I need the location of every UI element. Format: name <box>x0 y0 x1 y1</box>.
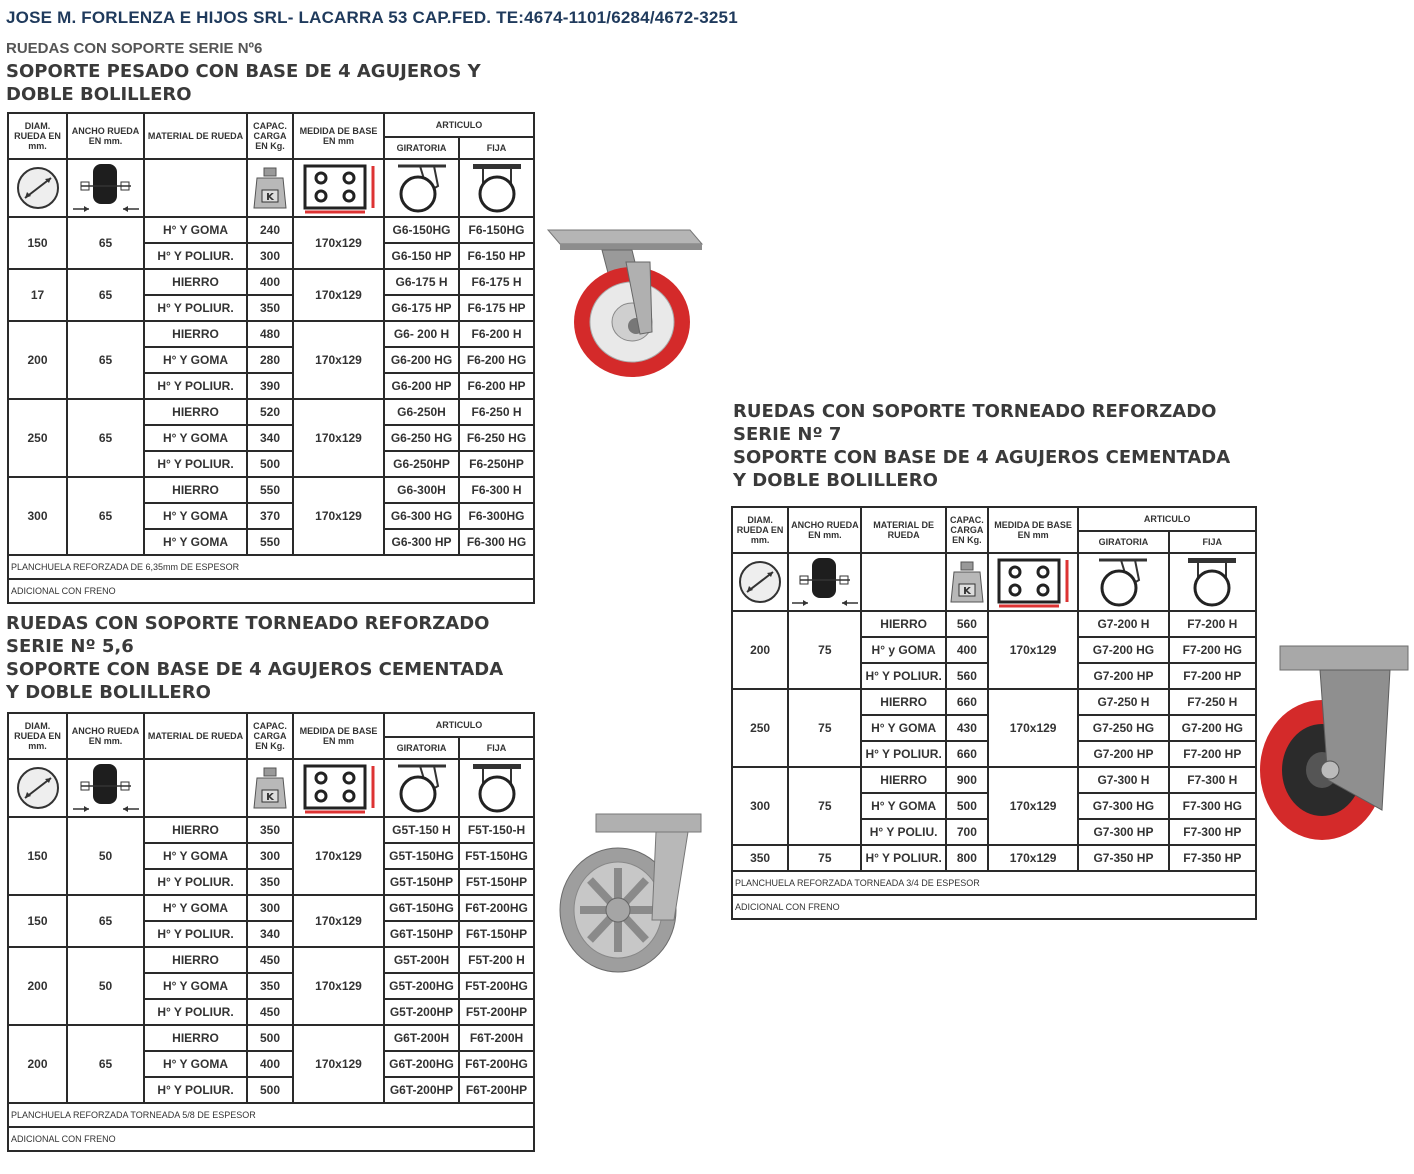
material-value: H° Y POLIUR. <box>144 921 247 947</box>
capacity-value: 280 <box>247 347 293 373</box>
width-value: 75 <box>788 845 861 871</box>
base-size-value: 170x129 <box>988 689 1078 767</box>
swivel-article-code: G7-350 HP <box>1078 845 1168 871</box>
material-value: H° Y POLIUR. <box>144 451 247 477</box>
swivel-article-code: G7-200 HG <box>1078 637 1168 663</box>
header-giratoria: GIRATORIA <box>384 137 459 159</box>
material-value: H° Y POLIUR. <box>144 1077 247 1103</box>
base-size-value: 170x129 <box>293 947 384 1025</box>
fixed-caster-icon-cell <box>459 159 534 217</box>
fixed-article-code: F5T-200HG <box>459 973 534 999</box>
swivel-article-code: G6- 200 H <box>384 321 459 347</box>
header-fija: FIJA <box>459 737 534 759</box>
weight-icon <box>248 164 292 212</box>
svg-text:K: K <box>962 586 971 597</box>
fixed-article-code: F6-300 H <box>459 477 534 503</box>
material-value: H° Y GOMA <box>144 217 247 243</box>
header-articulo: ARTICULO <box>384 113 534 137</box>
table-row <box>732 767 1256 793</box>
diameter-icon <box>733 559 787 605</box>
swivel-article-code: G6T-150HG <box>384 895 459 921</box>
base-size-value: 170x129 <box>293 399 384 477</box>
material-value: HIERRO <box>144 321 247 347</box>
swivel-article-code: G7-300 HG <box>1078 793 1168 819</box>
header-articulo: ARTICULO <box>384 713 534 737</box>
note-row <box>8 1103 534 1127</box>
fixed-article-code: F6-250HP <box>459 451 534 477</box>
diameter-icon <box>9 165 66 211</box>
table-row <box>8 269 534 295</box>
capacity-value: 350 <box>247 295 293 321</box>
capacity-value: 450 <box>247 947 293 973</box>
swivel-article-code: G6T-200H <box>384 1025 459 1051</box>
table-row <box>732 611 1256 637</box>
base-size-value: 170x129 <box>988 611 1078 689</box>
width-value: 65 <box>67 269 144 321</box>
note-row <box>8 579 534 603</box>
note-row <box>732 895 1256 919</box>
base-plate-icon <box>294 162 383 214</box>
diameter-value: 150 <box>8 895 67 947</box>
diameter-value: 17 <box>8 269 67 321</box>
swivel-article-code: G6-200 HG <box>384 347 459 373</box>
diameter-value: 200 <box>8 321 67 399</box>
diameter-value: 300 <box>732 767 788 845</box>
material-value: H° Y GOMA <box>144 529 247 555</box>
capacity-value: 340 <box>247 921 293 947</box>
header-giratoria: GIRATORIA <box>384 737 459 759</box>
material-value: HIERRO <box>861 767 945 793</box>
heading-line: SOPORTE CON BASE DE 4 AGUJEROS CEMENTADA <box>6 659 504 680</box>
base-size-value: 170x129 <box>293 321 384 399</box>
base-size-value: 170x129 <box>293 895 384 947</box>
fixed-article-code: G7-200 HG <box>1169 715 1256 741</box>
material-value: H° Y GOMA <box>144 347 247 373</box>
swivel-article-code: G6-150HG <box>384 217 459 243</box>
header-giratoria: GIRATORIA <box>1078 531 1168 553</box>
weight-icon-cell <box>946 553 988 611</box>
width-value: 65 <box>67 399 144 477</box>
fixed-article-code: F6T-200H <box>459 1025 534 1051</box>
material-value: HIERRO <box>144 817 247 843</box>
swivel-article-code: G7-300 H <box>1078 767 1168 793</box>
swivel-article-code: G7-200 HP <box>1078 663 1168 689</box>
material-value: H° Y GOMA <box>144 1051 247 1077</box>
fixed-article-code: F6T-200HG <box>459 1051 534 1077</box>
capacity-value: 800 <box>946 845 988 871</box>
fixed-article-code: F7-200 HP <box>1169 663 1256 689</box>
swivel-article-code: G6-175 HP <box>384 295 459 321</box>
fixed-caster-icon <box>460 762 533 814</box>
base-size-value: 170x129 <box>293 817 384 895</box>
fixed-article-code: F6-175 HP <box>459 295 534 321</box>
swivel-article-code: G6T-200HP <box>384 1077 459 1103</box>
fixed-article-code: F6-175 H <box>459 269 534 295</box>
capacity-value: 400 <box>247 1051 293 1077</box>
fixed-article-code: F7-200 HG <box>1169 637 1256 663</box>
capacity-value: 300 <box>247 895 293 921</box>
wheel-width-icon <box>68 162 143 214</box>
swivel-article-code: G7-250 H <box>1078 689 1168 715</box>
fixed-article-code: F7-350 HP <box>1169 845 1256 871</box>
diameter-icon-cell <box>8 159 67 217</box>
material-value: HIERRO <box>144 947 247 973</box>
capacity-value: 450 <box>247 999 293 1025</box>
material-value: H° Y GOMA <box>861 793 945 819</box>
header-diam: DIAM. RUEDA EN mm. <box>8 713 67 759</box>
base-plate-icon <box>989 556 1077 608</box>
material-value: HIERRO <box>861 689 945 715</box>
width-value: 65 <box>67 321 144 399</box>
heading-line: SERIE Nº 7 <box>733 424 842 445</box>
table-row <box>8 1025 534 1051</box>
note-row <box>732 871 1256 895</box>
capacity-value: 400 <box>946 637 988 663</box>
base-size-value: 170x129 <box>293 1025 384 1103</box>
capacity-value: 560 <box>946 663 988 689</box>
diameter-value: 150 <box>8 817 67 895</box>
width-value: 65 <box>67 1025 144 1103</box>
wheel-width-icon-cell <box>788 553 861 611</box>
material-value: H° Y GOMA <box>144 843 247 869</box>
material-value: H° Y POLIUR. <box>144 999 247 1025</box>
fixed-article-code: F6-150 HP <box>459 243 534 269</box>
capacity-value: 370 <box>247 503 293 529</box>
capacity-value: 430 <box>946 715 988 741</box>
fixed-article-code: F5T-150HG <box>459 843 534 869</box>
diameter-value: 250 <box>732 689 788 767</box>
fixed-article-code: F6-200 HP <box>459 373 534 399</box>
capacity-value: 660 <box>946 689 988 715</box>
material-value: H° Y POLIUR. <box>144 243 247 269</box>
material-value: H° Y POLIUR. <box>861 845 945 871</box>
empty-icon-cell <box>861 553 945 611</box>
fixed-article-code: F6-150HG <box>459 217 534 243</box>
material-value: H° Y GOMA <box>144 503 247 529</box>
swivel-caster-icon-cell <box>1078 553 1168 611</box>
capacity-value: 350 <box>247 973 293 999</box>
fixed-article-code: F7-300 HP <box>1169 819 1256 845</box>
diameter-value: 150 <box>8 217 67 269</box>
material-value: H° Y GOMA <box>144 895 247 921</box>
swivel-caster-icon-cell <box>384 159 459 217</box>
capacity-value: 560 <box>946 611 988 637</box>
capacity-value: 350 <box>247 869 293 895</box>
section-heading-series-5-6 <box>6 612 503 704</box>
svg-text:K: K <box>266 792 274 803</box>
material-value: H° y GOMA <box>861 637 945 663</box>
capacity-value: 340 <box>247 425 293 451</box>
base-size-value: 170x129 <box>293 477 384 555</box>
fixed-article-code: F5T-200 H <box>459 947 534 973</box>
plate-thickness-note: PLANCHUELA REFORZADA TORNEADA 3/4 DE ESPESOR <box>732 871 1256 895</box>
swivel-article-code: G5T-150HP <box>384 869 459 895</box>
weight-icon <box>248 764 292 812</box>
header-row <box>8 113 534 137</box>
fixed-article-code: F6-200 H <box>459 321 534 347</box>
swivel-caster-red-photo <box>540 222 710 382</box>
section-heading-series-7 <box>733 400 1230 492</box>
material-value: HIERRO <box>144 477 247 503</box>
fixed-article-code: F5T-150HP <box>459 869 534 895</box>
spec-table-series-5-6 <box>7 712 535 1152</box>
swivel-article-code: G6-250HP <box>384 451 459 477</box>
icon-row <box>8 759 534 817</box>
heading-line: Y DOBLE BOLILLERO <box>733 470 938 491</box>
swivel-caster-icon <box>385 762 458 814</box>
table-row <box>8 217 534 243</box>
capacity-value: 240 <box>247 217 293 243</box>
swivel-caster-icon-cell <box>384 759 459 817</box>
fixed-article-code: F7-200 HP <box>1169 741 1256 767</box>
material-value: HIERRO <box>144 399 247 425</box>
width-value: 65 <box>67 477 144 555</box>
width-value: 50 <box>67 817 144 895</box>
capacity-value: 900 <box>946 767 988 793</box>
capacity-value: 390 <box>247 373 293 399</box>
swivel-article-code: G7-250 HG <box>1078 715 1168 741</box>
wheel-width-icon <box>789 556 860 608</box>
material-value: H° Y POLIU. <box>861 819 945 845</box>
fixed-article-code: F7-200 H <box>1169 611 1256 637</box>
swivel-article-code: G6-150 HP <box>384 243 459 269</box>
heading-line: DOBLE BOLILLERO <box>6 84 192 105</box>
width-value: 65 <box>67 217 144 269</box>
swivel-article-code: G7-300 HP <box>1078 819 1168 845</box>
fixed-article-code: F5T-200HP <box>459 999 534 1025</box>
width-value: 75 <box>788 611 861 689</box>
diameter-icon-cell <box>8 759 67 817</box>
header-diam: DIAM. RUEDA EN mm. <box>8 113 67 159</box>
fixed-article-code: F7-250 H <box>1169 689 1256 715</box>
swivel-article-code: G5T-200HP <box>384 999 459 1025</box>
heading-line: RUEDAS CON SOPORTE TORNEADO REFORZADO <box>6 613 490 634</box>
diameter-value: 200 <box>8 1025 67 1103</box>
diameter-icon <box>9 765 66 811</box>
material-value: H° Y GOMA <box>144 973 247 999</box>
header-fija: FIJA <box>459 137 534 159</box>
header-material: MATERIAL DE RUEDA <box>861 507 945 553</box>
fixed-caster-red-photo <box>1258 640 1414 845</box>
header-diam: DIAM. RUEDA EN mm. <box>732 507 788 553</box>
weight-icon <box>947 558 987 606</box>
swivel-article-code: G7-200 HP <box>1078 741 1168 767</box>
heading-line: SOPORTE CON BASE DE 4 AGUJEROS CEMENTADA <box>733 447 1231 468</box>
plate-thickness-note: PLANCHUELA REFORZADA DE 6,35mm DE ESPESOR <box>8 555 534 579</box>
heading-line: Y DOBLE BOLILLERO <box>6 682 211 703</box>
swivel-article-code: G6-300H <box>384 477 459 503</box>
material-value: H° Y POLIUR. <box>144 295 247 321</box>
capacity-value: 520 <box>247 399 293 425</box>
fixed-caster-icon-cell <box>1169 553 1256 611</box>
series-6-subtitle: RUEDAS CON SOPORTE SERIE Nº6 <box>6 40 263 57</box>
company-header: JOSE M. FORLENZA E HIJOS SRL- LACARRA 53 CAP.FED. TE:4674-1101/6284/4672-3251 <box>6 8 738 27</box>
capacity-value: 480 <box>247 321 293 347</box>
header-ancho: ANCHO RUEDA EN mm. <box>67 713 144 759</box>
swivel-article-code: G6T-200HG <box>384 1051 459 1077</box>
fixed-article-code: F7-300 H <box>1169 767 1256 793</box>
icon-row <box>732 553 1256 611</box>
weight-icon-cell <box>247 159 293 217</box>
capacity-value: 660 <box>946 741 988 767</box>
brake-option-note: ADICIONAL CON FRENO <box>732 895 1256 919</box>
header-articulo: ARTICULO <box>1078 507 1256 531</box>
capacity-value: 400 <box>247 269 293 295</box>
note-row <box>8 1127 534 1151</box>
width-value: 75 <box>788 767 861 845</box>
table-row <box>8 477 534 503</box>
fixed-caster-icon <box>460 162 533 214</box>
header-capac: CAPAC. CARGA EN Kg. <box>946 507 988 553</box>
fixed-article-code: F6T-200HP <box>459 1077 534 1103</box>
fixed-article-code: F6-300HG <box>459 503 534 529</box>
table-row <box>8 399 534 425</box>
diameter-icon-cell <box>732 553 788 611</box>
header-row <box>8 713 534 737</box>
fixed-article-code: F6-300 HG <box>459 529 534 555</box>
fixed-article-code: F6-250 H <box>459 399 534 425</box>
material-value: H° Y POLIUR. <box>861 663 945 689</box>
empty-icon-cell <box>144 759 247 817</box>
spec-table-series-7 <box>731 506 1257 920</box>
swivel-article-code: G6-200 HP <box>384 373 459 399</box>
swivel-caster-icon <box>1079 556 1167 608</box>
swivel-article-code: G6-175 H <box>384 269 459 295</box>
spec-table-series-6 <box>7 112 535 604</box>
plate-thickness-note: PLANCHUELA REFORZADA TORNEADA 5/8 DE ESPESOR <box>8 1103 534 1127</box>
swivel-article-code: G6-300 HG <box>384 503 459 529</box>
capacity-value: 550 <box>247 529 293 555</box>
base-size-value: 170x129 <box>988 845 1078 871</box>
heading-line: SOPORTE PESADO CON BASE DE 4 AGUJEROS Y <box>6 61 481 82</box>
header-medida: MEDIDA DE BASE EN mm <box>293 113 384 159</box>
capacity-value: 500 <box>247 451 293 477</box>
base-size-value: 170x129 <box>988 767 1078 845</box>
header-capac: CAPAC. CARGA EN Kg. <box>247 713 293 759</box>
table-row <box>732 845 1256 871</box>
material-value: HIERRO <box>861 611 945 637</box>
material-value: H° Y GOMA <box>861 715 945 741</box>
svg-text:K: K <box>266 192 274 203</box>
capacity-value: 300 <box>247 843 293 869</box>
diameter-value: 200 <box>8 947 67 1025</box>
swivel-article-code: G6T-150HP <box>384 921 459 947</box>
swivel-article-code: G6-250H <box>384 399 459 425</box>
header-row <box>732 507 1256 531</box>
header-material: MATERIAL DE RUEDA <box>144 713 247 759</box>
header-medida: MEDIDA DE BASE EN mm <box>988 507 1078 553</box>
diameter-value: 250 <box>8 399 67 477</box>
material-value: H° Y POLIUR. <box>861 741 945 767</box>
capacity-value: 500 <box>247 1077 293 1103</box>
base-plate-icon-cell <box>293 159 384 217</box>
fixed-article-code: F6-250 HG <box>459 425 534 451</box>
width-value: 75 <box>788 689 861 767</box>
table-row <box>8 321 534 347</box>
header-ancho: ANCHO RUEDA EN mm. <box>788 507 861 553</box>
base-plate-icon-cell <box>988 553 1078 611</box>
header-material: MATERIAL DE RUEDA <box>144 113 247 159</box>
swivel-caster-icon <box>385 162 458 214</box>
fixed-article-code: F6T-200HG <box>459 895 534 921</box>
diameter-value: 350 <box>732 845 788 871</box>
capacity-value: 550 <box>247 477 293 503</box>
heading-line: RUEDAS CON SOPORTE TORNEADO REFORZADO <box>733 401 1217 422</box>
icon-row <box>8 159 534 217</box>
base-size-value: 170x129 <box>293 217 384 269</box>
width-value: 50 <box>67 947 144 1025</box>
capacity-value: 500 <box>247 1025 293 1051</box>
header-ancho: ANCHO RUEDA EN mm. <box>67 113 144 159</box>
table-row <box>732 689 1256 715</box>
swivel-article-code: G5T-200HG <box>384 973 459 999</box>
table-row <box>8 817 534 843</box>
table-row <box>8 947 534 973</box>
fixed-article-code: F5T-150-H <box>459 817 534 843</box>
diameter-value: 200 <box>732 611 788 689</box>
swivel-article-code: G5T-150 H <box>384 817 459 843</box>
capacity-value: 700 <box>946 819 988 845</box>
note-row <box>8 555 534 579</box>
header-capac: CAPAC. CARGA EN Kg. <box>247 113 293 159</box>
swivel-article-code: G5T-150HG <box>384 843 459 869</box>
table-row <box>8 895 534 921</box>
swivel-article-code: G5T-200H <box>384 947 459 973</box>
capacity-value: 350 <box>247 817 293 843</box>
material-value: HIERRO <box>144 269 247 295</box>
weight-icon-cell <box>247 759 293 817</box>
swivel-article-code: G6-300 HP <box>384 529 459 555</box>
brake-option-note: ADICIONAL CON FRENO <box>8 579 534 603</box>
swivel-article-code: G6-250 HG <box>384 425 459 451</box>
section-heading-series-6 <box>6 60 481 106</box>
base-size-value: 170x129 <box>293 269 384 321</box>
material-value: HIERRO <box>144 1025 247 1051</box>
swivel-caster-steel-photo <box>556 810 706 975</box>
base-plate-icon-cell <box>293 759 384 817</box>
fixed-article-code: F6-200 HG <box>459 347 534 373</box>
swivel-article-code: G7-200 H <box>1078 611 1168 637</box>
header-medida: MEDIDA DE BASE EN mm <box>293 713 384 759</box>
wheel-width-icon <box>68 762 143 814</box>
heading-line: SERIE Nº 5,6 <box>6 636 134 657</box>
diameter-value: 300 <box>8 477 67 555</box>
fixed-article-code: F6T-150HP <box>459 921 534 947</box>
capacity-value: 500 <box>946 793 988 819</box>
wheel-width-icon-cell <box>67 159 144 217</box>
material-value: H° Y GOMA <box>144 425 247 451</box>
empty-icon-cell <box>144 159 247 217</box>
width-value: 65 <box>67 895 144 947</box>
material-value: H° Y POLIUR. <box>144 869 247 895</box>
header-fija: FIJA <box>1169 531 1256 553</box>
fixed-caster-icon <box>1170 556 1255 608</box>
brake-option-note: ADICIONAL CON FRENO <box>8 1127 534 1151</box>
fixed-caster-icon-cell <box>459 759 534 817</box>
base-plate-icon <box>294 762 383 814</box>
material-value: H° Y POLIUR. <box>144 373 247 399</box>
capacity-value: 300 <box>247 243 293 269</box>
wheel-width-icon-cell <box>67 759 144 817</box>
fixed-article-code: F7-300 HG <box>1169 793 1256 819</box>
